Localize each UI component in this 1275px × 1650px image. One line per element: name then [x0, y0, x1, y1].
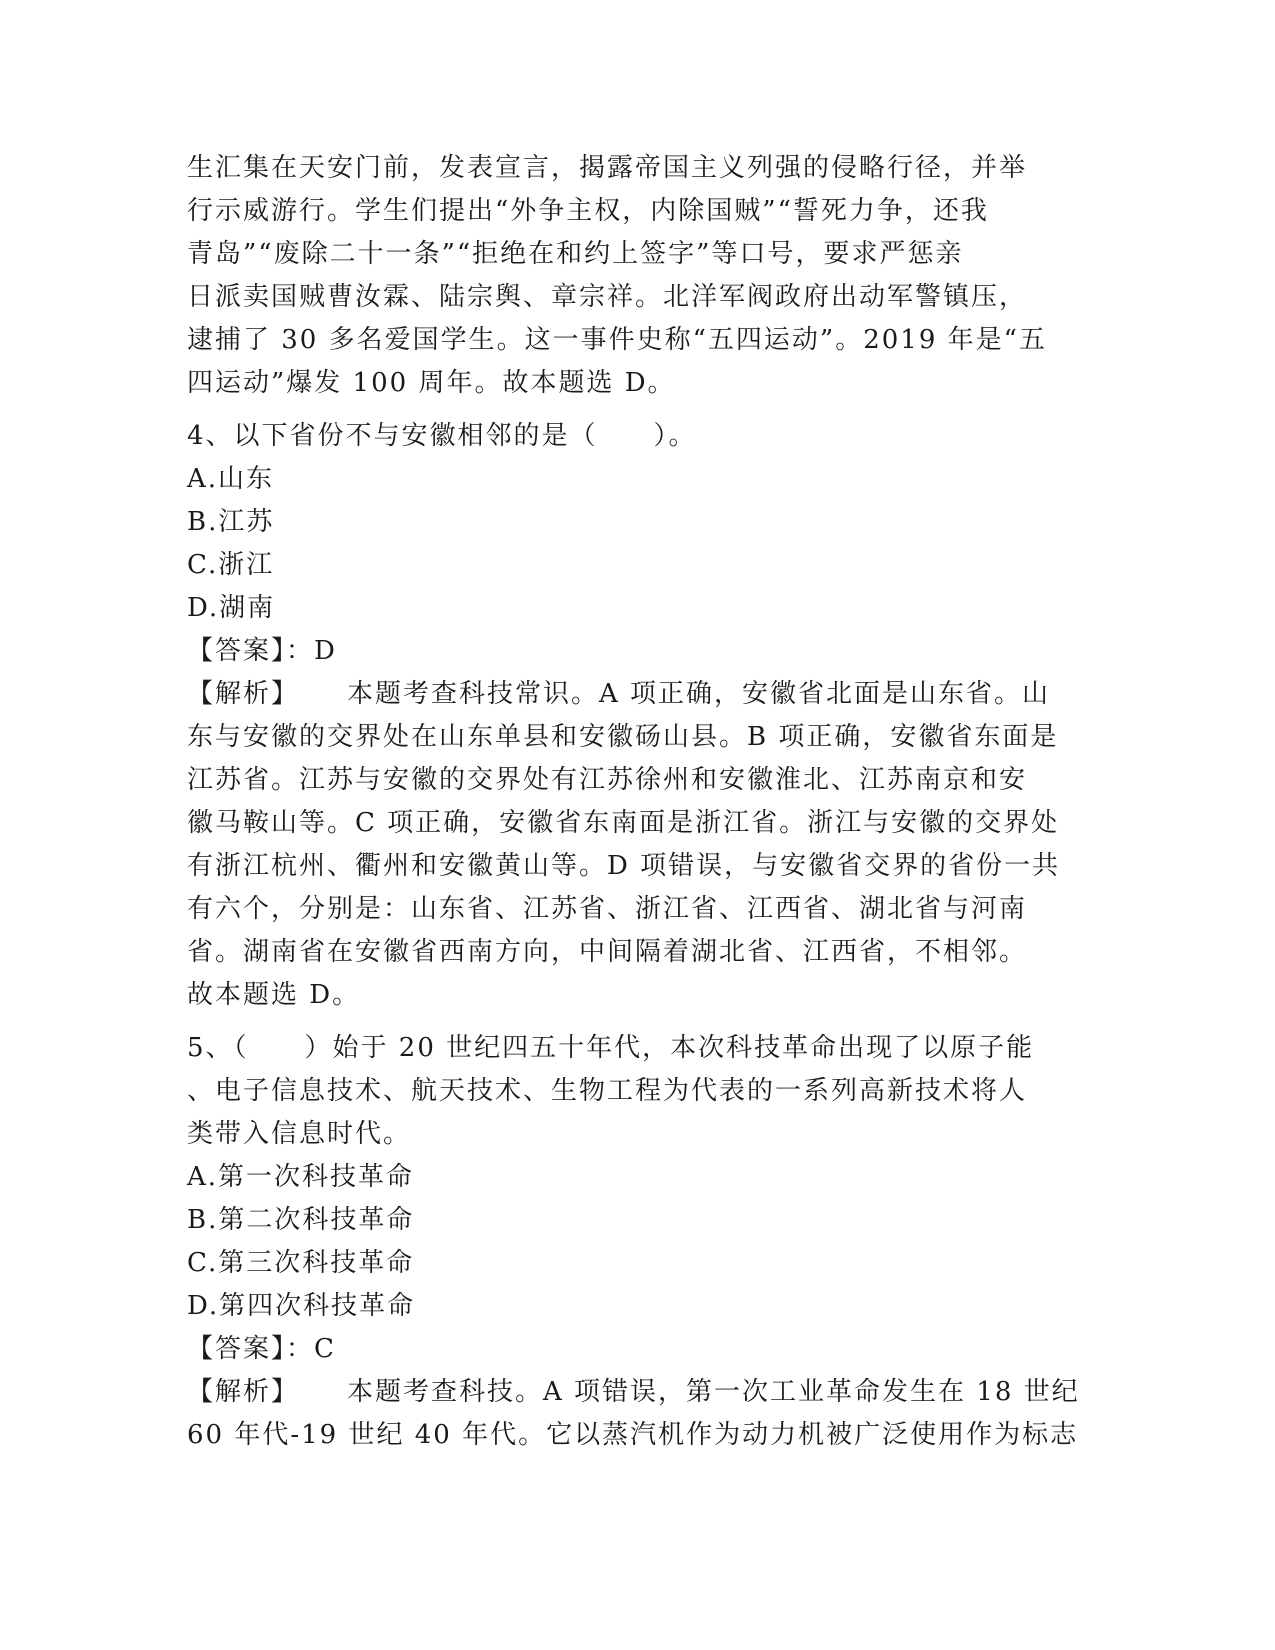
- spacer: [187, 1017, 1087, 1027]
- option-d: D.湖南: [187, 593, 276, 623]
- question-stem: 、电子信息技术、航天技术、生物工程为代表的一系列高新技术将人: [187, 1076, 1028, 1106]
- analysis-line: 东与安徽的交界处在山东单县和安徽砀山县。B 项正确，安徽省东面是: [187, 722, 1059, 752]
- question-stem: 4、以下省份不与安徽相邻的是（ ）。: [187, 421, 697, 451]
- analysis-text: 本题考查科技常识。A 项正确，安徽省北面是山东省。山: [347, 679, 1051, 709]
- option-c: C.第三次科技革命: [187, 1248, 415, 1278]
- question-4: [187, 415, 1087, 1017]
- text-line: 逮捕了 30 多名爱国学生。这一事件史称“五四运动”。2019 年是“五: [187, 325, 1047, 355]
- explanation-continuation: [187, 147, 1087, 405]
- answer-label: 【答案】：: [187, 636, 315, 666]
- analysis-first-line: [187, 673, 1087, 716]
- question-5: [187, 1027, 1087, 1457]
- answer-line: [187, 630, 1087, 673]
- analysis-label: 【解析】: [187, 679, 300, 709]
- analysis-line: 有六个，分别是：山东省、江苏省、浙江省、江西省、湖北省与河南: [187, 894, 1028, 924]
- text-line: 生汇集在天安门前，发表宣言，揭露帝国主义列强的侵略行径，并举: [187, 153, 1028, 183]
- spacer: [187, 405, 1087, 415]
- text-line: 行示威游行。学生们提出“外争主权，内除国贼”“誓死力争，还我: [187, 196, 989, 226]
- answer-value: D: [314, 636, 337, 666]
- analysis-line: 江苏省。江苏与安徽的交界处有江苏徐州和安徽淮北、江苏南京和安: [187, 765, 1028, 795]
- answer-label: 【答案】：: [187, 1334, 315, 1364]
- analysis-first-line: [187, 1371, 1087, 1414]
- option-d: D.第四次科技革命: [187, 1291, 416, 1321]
- analysis-line: 故本题选 D。: [187, 980, 361, 1010]
- analysis-line: 徽马鞍山等。C 项正确，安徽省东南面是浙江省。浙江与安徽的交界处: [187, 808, 1060, 838]
- option-b: B.第二次科技革命: [187, 1205, 415, 1235]
- text-line: 青岛”“废除二十一条”“拒绝在和约上签字”等口号，要求严惩亲: [187, 239, 964, 269]
- option-c: C.浙江: [187, 550, 275, 580]
- option-b: B.江苏: [187, 507, 275, 537]
- answer-line: [187, 1328, 1087, 1371]
- analysis-line: 省。湖南省在安徽省西南方向，中间隔着湖北省、江西省，不相邻。: [187, 937, 1028, 967]
- question-stem: 类带入信息时代。: [187, 1119, 412, 1149]
- question-stem: 5、（ ）始于 20 世纪四五十年代，本次科技革命出现了以原子能: [187, 1033, 1035, 1063]
- document-page: [187, 147, 1087, 1457]
- text-line: 四运动”爆发 100 周年。故本题选 D。: [187, 368, 676, 398]
- answer-value: C: [314, 1334, 336, 1364]
- analysis-label: 【解析】: [187, 1377, 300, 1407]
- option-a: A.第一次科技革命: [187, 1162, 415, 1192]
- analysis-line: 有浙江杭州、衢州和安徽黄山等。D 项错误，与安徽省交界的省份一共: [187, 851, 1061, 881]
- analysis-text: 本题考查科技。A 项错误，第一次工业革命发生在 18 世纪: [347, 1377, 1080, 1407]
- analysis-line: 60 年代-19 世纪 40 年代。它以蒸汽机作为动力机被广泛使用作为标志: [187, 1420, 1079, 1450]
- text-line: 日派卖国贼曹汝霖、陆宗舆、章宗祥。北洋军阀政府出动军警镇压，: [187, 282, 1028, 312]
- option-a: A.山东: [187, 464, 275, 494]
